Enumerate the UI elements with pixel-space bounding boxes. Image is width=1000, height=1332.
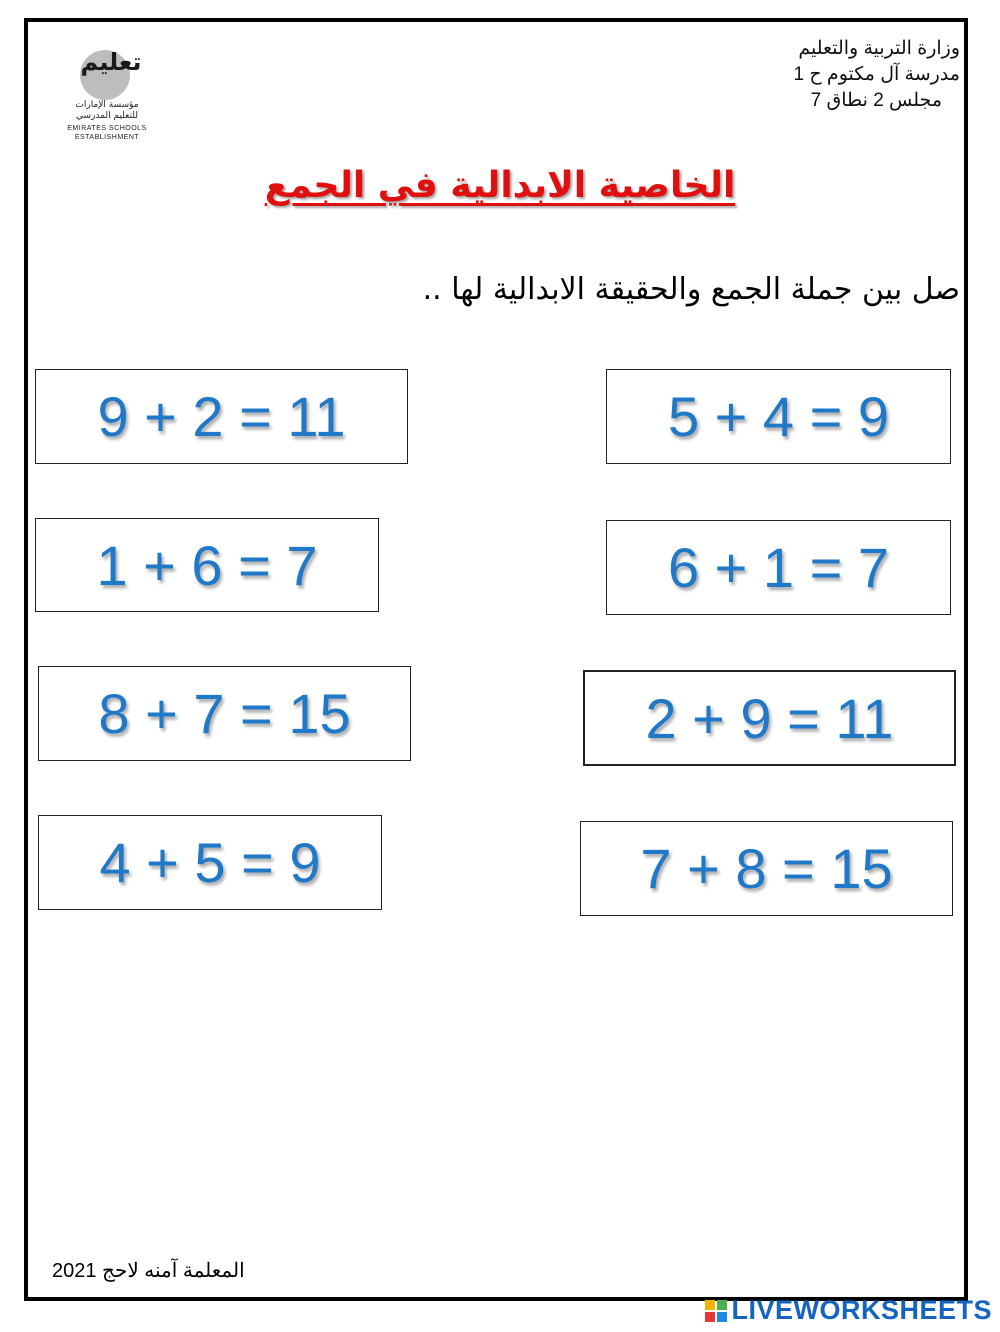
right-equation-box[interactable] <box>583 670 956 766</box>
equation-text: 6 + 1 = 7 <box>667 536 890 599</box>
left-equation-box[interactable] <box>35 518 379 612</box>
teacher-name: المعلمة آمنه لاحج 2021 <box>52 1260 245 1282</box>
right-equation-box[interactable] <box>606 520 951 615</box>
logo-arabic-word: تعليم <box>80 48 142 76</box>
equation-text: 1 + 6 = 7 <box>96 533 318 597</box>
equation-text: 5 + 4 = 9 <box>667 385 890 448</box>
equation-text: 8 + 7 = 15 <box>98 682 351 745</box>
right-equation-box[interactable] <box>606 369 951 464</box>
logo-english-line1: EMIRATES SCHOOLS <box>67 125 147 132</box>
page-title: الخاصية الابدالية في الجمع <box>264 165 736 206</box>
liveworksheets-brand[interactable] <box>705 1295 992 1326</box>
council-name: مجلس 2 نطاق 7 <box>810 90 942 111</box>
liveworksheets-logo-icon <box>705 1300 727 1322</box>
equation-text: 4 + 5 = 9 <box>99 831 321 894</box>
logo-arabic-name: مؤسسة الإمارات للتعليم المدرسي <box>75 100 139 121</box>
school-name: مدرسة آل مكتوم ح 1 <box>793 64 960 85</box>
equation-text: 7 + 8 = 15 <box>640 837 893 900</box>
instruction-text: صل بين جملة الجمع والحقيقة الابدالية لها .. <box>422 272 960 307</box>
logo-english-name <box>64 124 150 142</box>
ministry-name: وزارة التربية والتعليم <box>798 38 960 59</box>
right-equation-box[interactable] <box>580 821 953 916</box>
left-equation-box[interactable] <box>35 369 408 464</box>
liveworksheets-text: LIVEWORKSHEETS <box>731 1295 992 1325</box>
page-border <box>24 18 968 1301</box>
logo-english-line2: ESTABLISHMENT <box>74 134 140 141</box>
left-equation-box[interactable] <box>38 815 382 910</box>
school-logo <box>62 46 152 146</box>
left-equation-box[interactable] <box>38 666 411 761</box>
header-info <box>794 36 960 114</box>
equation-text: 9 + 2 = 11 <box>97 385 346 448</box>
equation-text: 2 + 9 = 11 <box>645 686 894 750</box>
